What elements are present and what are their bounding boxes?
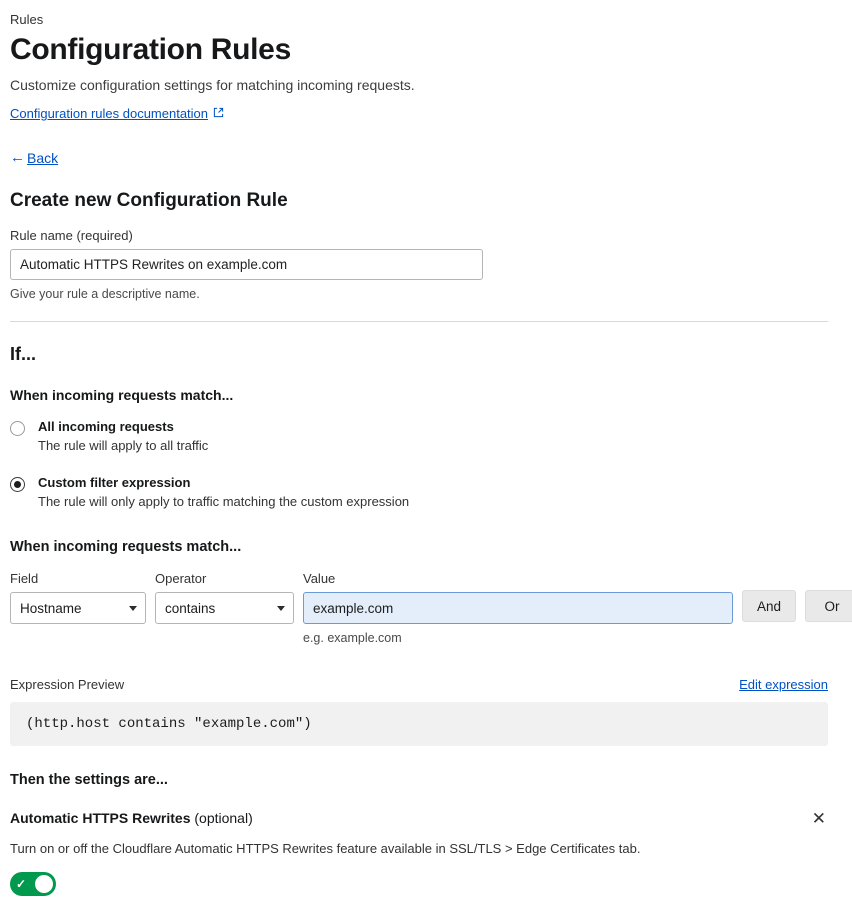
setting-title [10,810,253,826]
expression-builder-row [10,571,840,645]
chevron-down-icon [129,606,137,611]
radio-desc-all-requests: The rule will apply to all traffic [38,438,209,453]
or-button[interactable]: Or [805,590,852,622]
radio-label-custom-filter: Custom filter expression [38,475,191,490]
toggle-knob [35,875,53,893]
rule-name-helper: Give your rule a descriptive name. [10,287,200,301]
close-icon[interactable]: ✕ [811,809,826,828]
breadcrumb[interactable]: Rules [10,12,44,27]
back-navigation[interactable] [10,149,828,166]
edit-expression-link[interactable]: Edit expression [739,677,828,692]
radio-label-all-requests: All incoming requests [38,419,174,434]
operator-select-value: contains [165,600,216,616]
back-link-label[interactable]: Back [27,149,59,166]
page-title: Configuration Rules [10,33,291,66]
operator-label: Operator [155,571,207,586]
chevron-down-icon [277,606,285,611]
and-button[interactable]: And [742,590,796,622]
documentation-link[interactable] [10,106,224,121]
setting-header [10,810,828,827]
setting-description: Turn on or off the Cloudflare Automatic HTTPS Rewrites feature available in SSL/TLS > Edge Certificates tab. [10,841,641,856]
create-rule-heading: Create new Configuration Rule [10,190,288,211]
operator-select[interactable] [155,592,294,624]
rule-name-label: Rule name (required) [10,228,133,243]
radio-option-all-requests[interactable] [10,419,828,453]
match-heading-1: When incoming requests match... [10,387,234,403]
expression-preview-header [10,677,828,692]
field-label: Field [10,571,39,586]
rule-name-input[interactable]: Automatic HTTPS Rewrites on example.com [10,249,483,280]
external-link-icon [213,106,224,121]
automatic-https-rewrites-toggle[interactable] [10,872,56,896]
value-input[interactable]: example.com [303,592,733,624]
expression-preview-box: (http.host contains "example.com") [10,702,828,746]
radio-desc-custom-filter: The rule will only apply to traffic matching the custom expression [38,494,410,509]
setting-title-text: Automatic HTTPS Rewrites [10,810,191,826]
value-column [303,571,733,645]
if-section-title: If... [10,344,36,364]
setting-optional-text: (optional) [190,810,253,826]
value-helper: e.g. example.com [303,631,402,645]
radio-option-custom-filter[interactable] [10,475,828,509]
radio-icon-custom-filter[interactable] [10,477,25,492]
expression-preview-label: Expression Preview [10,677,125,692]
match-heading-2: When incoming requests match... [10,539,242,555]
or-button-wrap [805,571,852,622]
back-arrow-icon: ← [10,149,25,166]
operator-column [155,571,294,624]
field-select-value: Hostname [20,600,82,616]
field-column [10,571,146,624]
then-settings-title: Then the settings are... [10,772,168,788]
value-label: Value [303,571,336,586]
section-divider [10,321,828,322]
radio-icon-all-requests[interactable] [10,421,25,436]
and-button-wrap [742,571,796,622]
page-subtitle: Customize configuration settings for matching incoming requests. [10,77,415,93]
documentation-link-label: Configuration rules documentation [10,106,209,121]
field-select[interactable] [10,592,146,624]
toggle-check-icon: ✓ [16,877,27,891]
